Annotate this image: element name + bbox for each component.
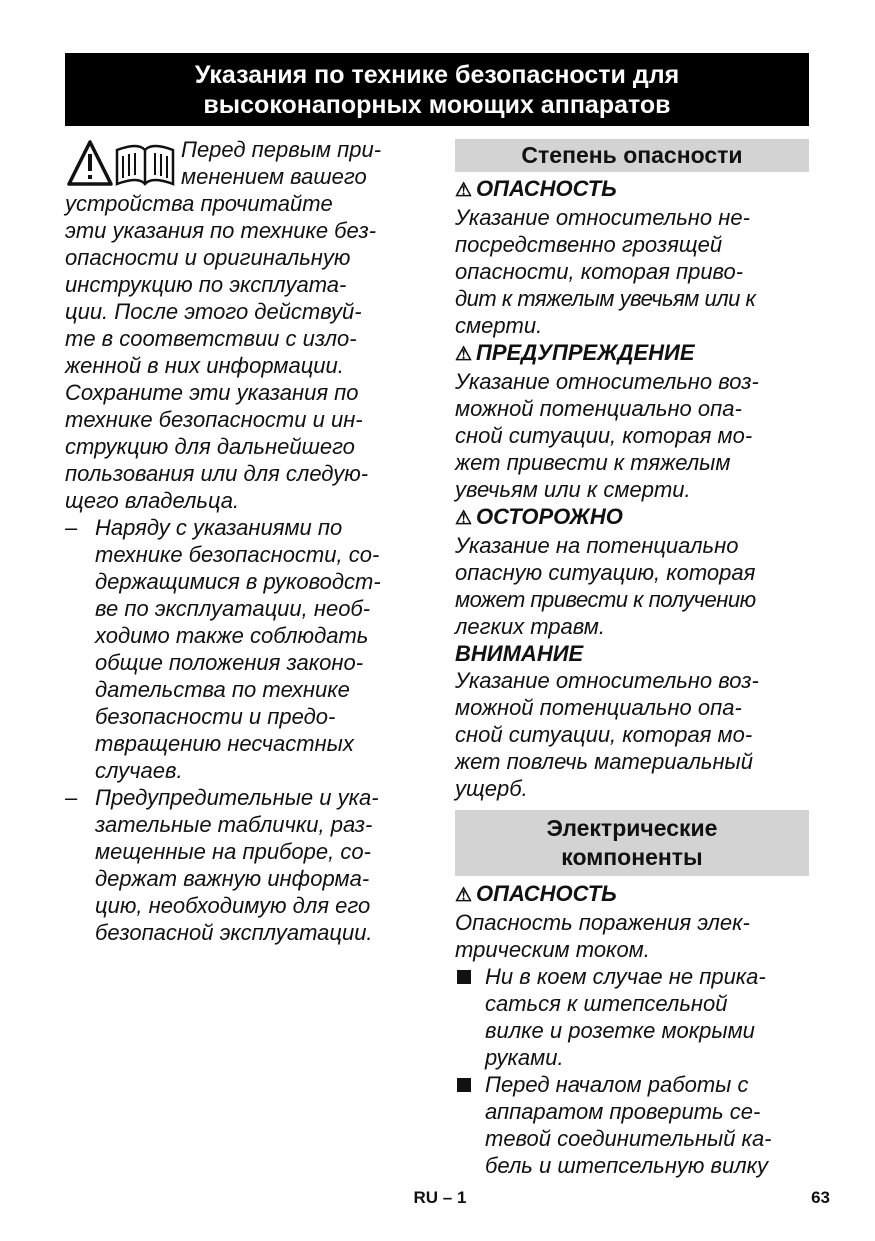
intro-line: струкцию для дальнейшего <box>65 434 355 459</box>
signal-word-heading <box>455 339 809 368</box>
electrical-danger <box>455 880 809 963</box>
warning-triangle-icon: ⚠ <box>455 344 473 365</box>
bullet-line: саться к штепсельной <box>485 991 728 1016</box>
hazard-text-line: может привести к получению <box>455 587 756 612</box>
title-line-2: высоконапорных моющих аппаратов <box>203 91 671 119</box>
page-title <box>65 53 809 126</box>
hazard-text-line: опасности, которая приво- <box>455 259 744 284</box>
warning-triangle-icon: ⚠ <box>455 508 473 529</box>
intro-line: опасности и оригинальную <box>65 245 351 270</box>
hazard-text-line: сной ситуации, которая мо- <box>455 722 753 747</box>
dash-item-line: ве по эксплуатации, необ- <box>95 596 371 621</box>
hazard-level-caution <box>455 503 809 640</box>
section-heading-hazard-levels: Степень опасности <box>455 139 809 172</box>
signal-word-heading <box>455 503 809 532</box>
intro-line: пользования или для следую- <box>65 461 369 486</box>
intro-line: ции. После этого действуй- <box>65 299 362 324</box>
bullet-line: аппаратом проверить се- <box>485 1099 761 1124</box>
dash-item-line: мещенные на приборе, со- <box>95 839 371 864</box>
hazard-text-line: смерти. <box>455 313 543 338</box>
signal-word: ВНИМАНИЕ <box>455 641 584 666</box>
section-heading-line: компоненты <box>561 844 703 870</box>
hazard-text-line: жет привести к тяжелым <box>455 450 731 475</box>
dash-item-line: держащимися в руководст- <box>95 569 381 594</box>
left-column <box>65 136 425 946</box>
hazard-text-line: посредственно грозящей <box>455 232 723 257</box>
signal-word: ПРЕДУПРЕЖДЕНИЕ <box>476 340 695 365</box>
dash-marker: – <box>65 515 78 540</box>
signal-word-heading <box>455 640 809 667</box>
intro-line: технике безопасности и ин- <box>65 407 363 432</box>
dash-item-line: зательные таблички, раз- <box>95 812 373 837</box>
signal-word-heading <box>455 175 809 204</box>
dash-list-item <box>65 514 425 784</box>
bullet-line: руками. <box>485 1045 564 1070</box>
hazard-text-line: Указание относительно воз- <box>455 668 759 693</box>
hazard-text-line: трическим током. <box>455 937 650 962</box>
hazard-text-line: Указание на потенциально <box>455 533 739 558</box>
footer-section-label: RU – 1 <box>413 1188 467 1207</box>
hazard-text-line: сной ситуации, которая мо- <box>455 423 753 448</box>
dash-item-line: дательства по технике <box>95 677 350 702</box>
hazard-text-line: Опасность поражения элек- <box>455 910 750 935</box>
hazard-text-line: можной потенциально опа- <box>455 695 742 720</box>
hazard-text-line: легких травм. <box>455 614 605 639</box>
dash-item-line: случаев. <box>95 758 183 783</box>
right-column <box>455 139 809 1179</box>
warning-manual-icon <box>65 138 175 190</box>
dash-item-line: ходимо также соблюдать <box>95 623 369 648</box>
intro-paragraph <box>65 136 425 514</box>
dash-item-line: технике безопасности, со- <box>95 542 380 567</box>
page-number: 63 <box>811 1188 830 1207</box>
dash-item-line: Предупредительные и ука- <box>95 785 379 810</box>
hazard-text-line: Указание относительно воз- <box>455 369 759 394</box>
bullet-line: вилке и розетке мокрыми <box>485 1018 755 1043</box>
hazard-level-danger <box>455 175 809 339</box>
dash-item-line: безопасной эксплуатации. <box>95 920 373 945</box>
dash-item-line: безопасности и предо- <box>95 704 336 729</box>
bullet-list-item <box>455 1071 809 1179</box>
dash-item-line: цию, необходимую для его <box>95 893 371 918</box>
intro-line: щего владельца. <box>65 488 240 513</box>
section-heading-line: Электрические <box>546 815 718 841</box>
dash-marker: – <box>65 785 78 810</box>
intro-line: устройства прочитайте <box>65 191 333 216</box>
intro-line: менением вашего <box>181 164 367 189</box>
intro-line: инструкцию по эксплуата- <box>65 272 347 297</box>
dash-item-line: твращению несчастных <box>95 731 354 756</box>
signal-word: ОПАСНОСТЬ <box>476 881 617 906</box>
hazard-text-line: дит к тяжелым увечьям или к <box>455 286 756 311</box>
intro-line: Сохраните эти указания по <box>65 380 359 405</box>
bullet-line: бель и штепсельную вилку <box>485 1153 769 1178</box>
hazard-text-line: увечьям или к смерти. <box>455 477 691 502</box>
dash-item-line: держат важную информа- <box>95 866 370 891</box>
dash-item-line: общие положения законо- <box>95 650 364 675</box>
bullet-list-item <box>455 963 809 1071</box>
bullet-line: тевой соединительный ка- <box>485 1126 772 1151</box>
hazard-text-line: жет повлечь материальный <box>455 749 753 774</box>
bullet-line: Ни в коем случае не прика- <box>485 964 766 989</box>
hazard-text-line: Указание относительно не- <box>455 205 750 230</box>
intro-line: женной в них информации. <box>65 353 344 378</box>
title-line-1: Указания по технике безопасности для <box>194 61 680 89</box>
hazard-text-line: можной потенциально опа- <box>455 396 742 421</box>
warning-triangle-icon: ⚠ <box>455 885 473 906</box>
square-bullet-icon <box>457 970 471 984</box>
intro-line: те в соответствии с изло- <box>65 326 357 351</box>
square-bullet-icon <box>457 1078 471 1092</box>
dash-list-item <box>65 784 425 946</box>
section-heading-electrical <box>455 810 809 876</box>
hazard-level-warning <box>455 339 809 503</box>
intro-line: эти указания по технике без- <box>65 218 377 243</box>
dash-item-line: Наряду с указаниями по <box>95 515 343 540</box>
signal-word-heading <box>455 880 809 909</box>
warning-triangle-icon: ⚠ <box>455 180 473 201</box>
hazard-text-line: опасную ситуацию, которая <box>455 560 756 585</box>
signal-word: ОПАСНОСТЬ <box>476 176 617 201</box>
hazard-text-line: ущерб. <box>455 776 528 801</box>
intro-line: Перед первым при- <box>181 137 382 162</box>
hazard-level-notice <box>455 640 809 802</box>
bullet-line: Перед началом работы с <box>485 1072 749 1097</box>
signal-word: ОСТОРОЖНО <box>476 504 623 529</box>
